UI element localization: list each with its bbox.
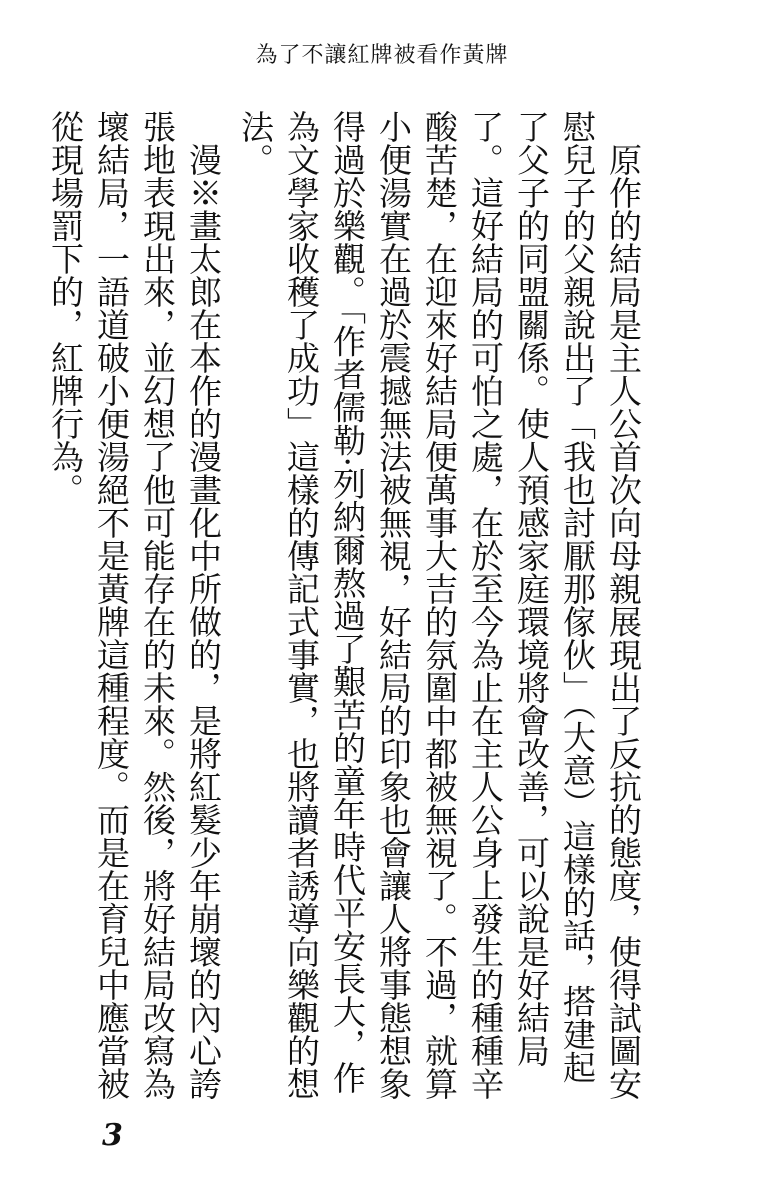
page-number: 3 <box>102 1118 123 1153</box>
paragraph-1: 原作的結局是主人公首次向母親展現出了反抗的態度，使得試圖安慰兒子的父親說出了「我也討厭那傢伙」（大意）這樣的話，搭建起了父子的同盟關係。使人預感家庭環境將會改善，可以說是好結局了。這好結局的可怕之處，在於至今為止在主人公身上發生的種種辛酸苦楚，在迎來好結局便萬事大吉的氛圍中都被無視了。不過，就算小便湯實在過於震撼無法被無視，好結局的印象也會讓人將事態想象得過於樂觀。「作者儒勒·列納爾熬過了艱苦的童年時代平安長大，作為文學家收穫了成功」這樣的傳記式事實，也將讀者誘導向樂觀的想法。 <box>236 110 643 1100</box>
running-header: 為了不讓紅牌被看作黃牌 <box>255 43 509 68</box>
body-text <box>46 110 646 1110</box>
paragraph-2: 漫※畫太郎在本作的漫畫化中所做的，是將紅髮少年崩壞的內心誇張地表現出來，並幻想了他可能存在的未來。然後，將好結局改寫為壞結局，一語道破小便湯絕不是黃牌這種程度。而是在育兒中應當被從現場罰下的，紅牌行為。 <box>46 110 223 1100</box>
